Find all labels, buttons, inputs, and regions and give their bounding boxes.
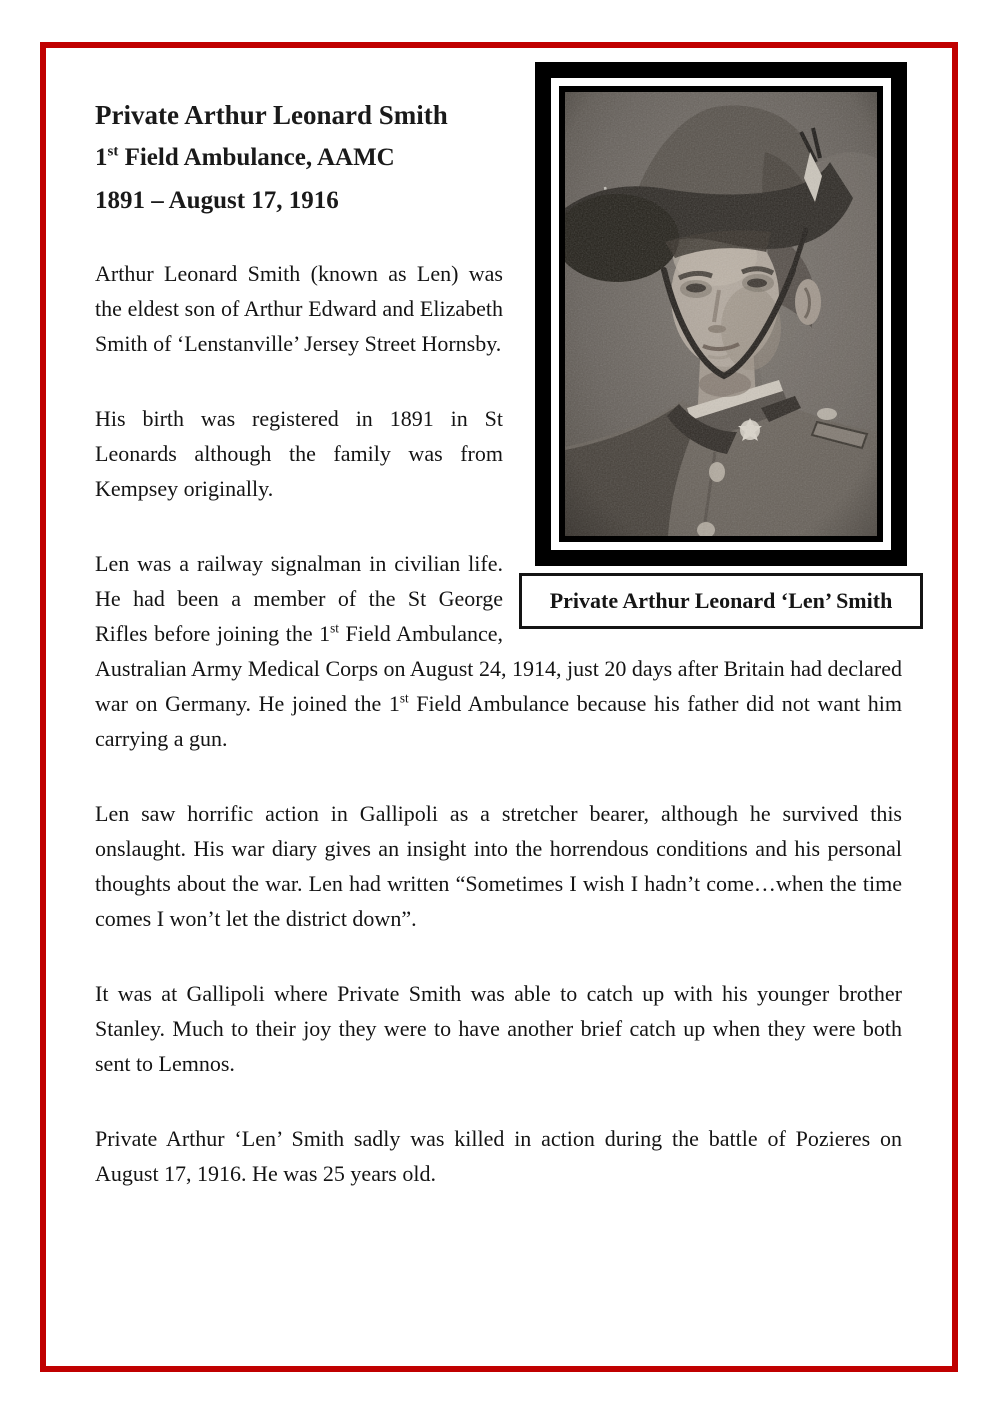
- paragraph-enlistment-text-2: Field Ambulance, Australian Army Medical Corps on August 24, 1914, just 20 days after Britain had declared war on Germany. He joined the 1: [95, 621, 902, 716]
- paragraph-death: Private Arthur ‘Len’ Smith sadly was killed in action during the battle of Pozieres on August 17, 1916. He was 25 years old.: [95, 1126, 902, 1186]
- page-content: [46, 48, 952, 1191]
- photo-frame: [535, 62, 907, 566]
- photo-inner-border: [559, 86, 883, 542]
- photo-caption: Private Arthur Leonard ‘Len’ Smith: [519, 573, 923, 629]
- paragraph-enlistment-ordinal-2: st: [399, 690, 409, 706]
- unit-subtitle-number: 1: [95, 144, 108, 171]
- unit-subtitle-ordinal: st: [107, 143, 119, 160]
- paragraph-family: Arthur Leonard Smith (known as Len) was the eldest son of Arthur Edward and Elizabeth Smith of ‘Lenstanville’ Jersey Street Hornsby.: [95, 261, 503, 356]
- photo-mat: [551, 78, 891, 550]
- paragraph-gallipoli: Len saw horrific action in Gallipoli as a stretcher bearer, although he survived this onslaught. His war diary gives an insight into the horrendous conditions and his personal thoughts about the war. Len had written “Sometimes I wish I hadn’t come…when the time comes I won’t let the district down”.: [95, 801, 902, 931]
- paragraph-enlistment-ordinal-1: st: [330, 620, 339, 636]
- photo-figure: [519, 62, 923, 629]
- soldier-portrait-photo: [565, 92, 877, 536]
- page-border: [40, 42, 958, 1372]
- paragraph-enlistment-text-3: Field Ambulance because his father did not want him carrying a gun.: [95, 691, 902, 751]
- dates-subtitle: 1891 – August 17, 1916: [95, 187, 339, 214]
- paragraph-brothers: It was at Gallipoli where Private Smith was able to catch up with his younger brother Stanley. Much to their joy they were to have another brief catch up when they were both sent to Lemnos.: [95, 981, 902, 1076]
- unit-subtitle-text: Field Ambulance, AAMC: [118, 144, 395, 171]
- page-title: Private Arthur Leonard Smith: [95, 100, 448, 130]
- paragraph-enlistment-text-1: Len was a railway signalman in civilian life. He had been a member of the St George Rifles before joining the 1: [95, 551, 503, 646]
- paragraph-birth: His birth was registered in 1891 in St Leonards although the family was from Kempsey originally.: [95, 406, 503, 501]
